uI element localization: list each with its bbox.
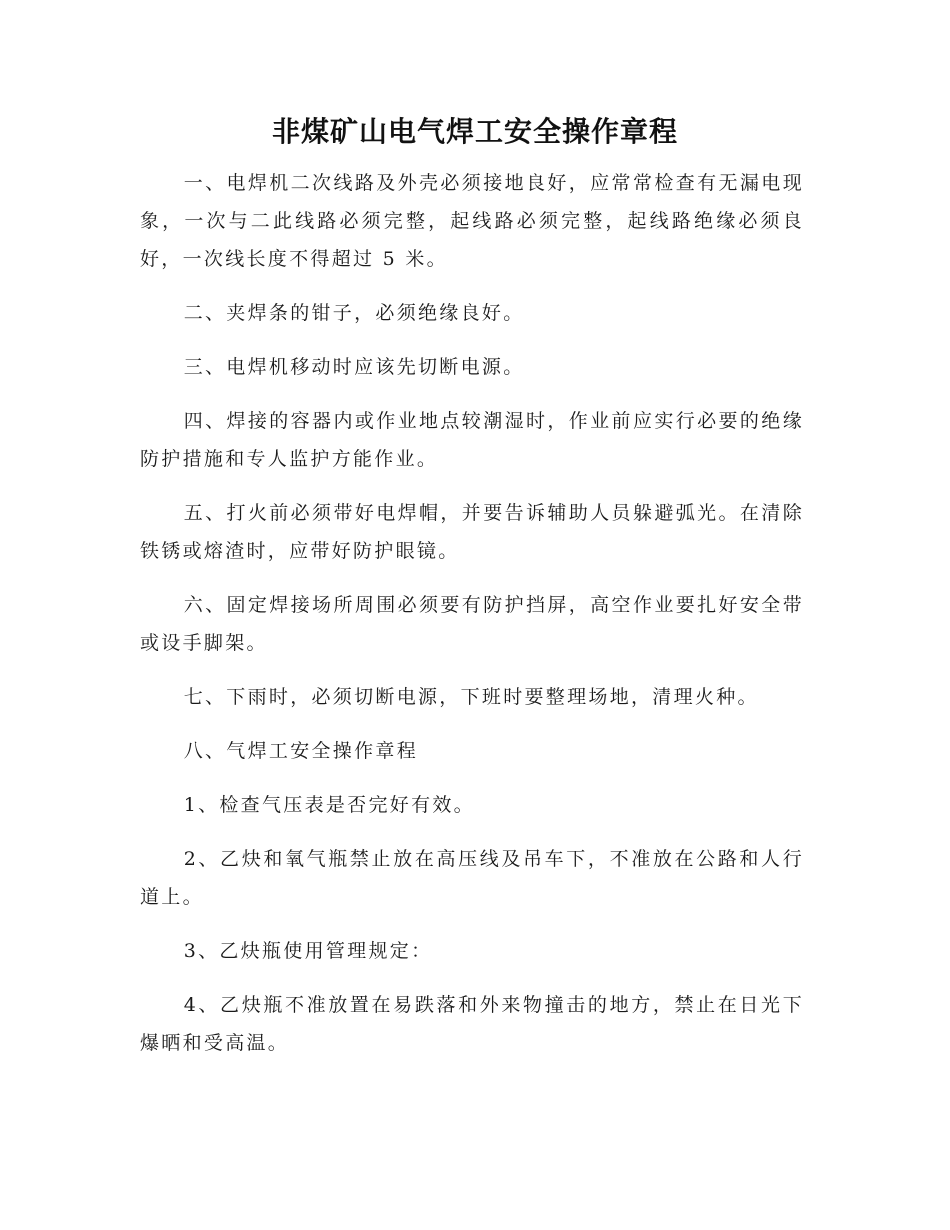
paragraph-5: 五、打火前必须带好电焊帽，并要告诉辅助人员躲避弧光。在清除铁锈或熔渣时，应带好防护眼镜。 bbox=[140, 502, 804, 562]
paragraph-2: 二、夹焊条的钳子，必须绝缘良好。 bbox=[183, 302, 525, 324]
paragraph-1: 一、电焊机二次线路及外壳必须接地良好，应常常检查有无漏电现象，一次与二此线路必须完整，起线路必须完整，起线路绝缘必须良好，一次线长度不得超过 5 米。 bbox=[140, 172, 804, 270]
paragraph-3: 三、电焊机移动时应该先切断电源。 bbox=[183, 356, 525, 378]
paragraph-6: 六、固定焊接场所周围必须要有防护挡屏，高空作业要扎好安全带或设手脚架。 bbox=[140, 594, 804, 654]
page-title: 非煤矿山电气焊工安全操作章程 bbox=[271, 115, 678, 148]
paragraph-9: 1、检查气压表是否完好有效。 bbox=[183, 794, 475, 816]
paragraph-11: 3、乙炔瓶使用管理规定： bbox=[183, 940, 433, 962]
paragraph-10: 2、乙炔和氧气瓶禁止放在高压线及吊车下，不准放在公路和人行道上。 bbox=[140, 848, 804, 908]
paragraph-7: 七、下雨时，必须切断电源，下班时要整理场地，清理火种。 bbox=[183, 686, 759, 708]
paragraph-4: 四、焊接的容器内或作业地点较潮湿时，作业前应实行必要的绝缘防护措施和专人监护方能作业。 bbox=[140, 410, 804, 470]
document-body bbox=[140, 164, 804, 1078]
section-heading-gas-welding: 八、气焊工安全操作章程 bbox=[183, 740, 418, 762]
paragraph-12: 4、乙炔瓶不准放置在易跌落和外来物撞击的地方，禁止在日光下爆晒和受高温。 bbox=[140, 994, 804, 1054]
